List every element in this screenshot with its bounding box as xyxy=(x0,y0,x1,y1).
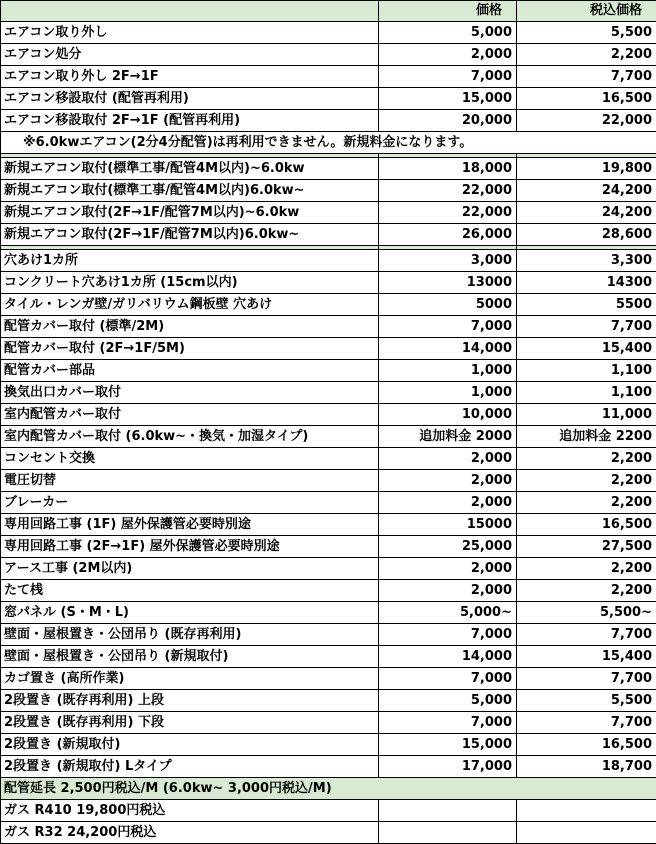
table-row xyxy=(1,338,656,360)
table-row xyxy=(1,382,656,404)
item-name: アース工事 (2M以内) xyxy=(1,558,379,580)
table-row xyxy=(1,316,656,338)
item-tax-price: 7,700 xyxy=(517,624,656,646)
table-row xyxy=(1,690,656,712)
item-price: 7,000 xyxy=(379,624,517,646)
table-row xyxy=(1,110,656,132)
item-price: 2,000 xyxy=(379,492,517,514)
item-tax-price: 7,700 xyxy=(517,668,656,690)
item-tax-price: 7,700 xyxy=(517,66,656,88)
table-row xyxy=(1,668,656,690)
item-price: 2,000 xyxy=(379,448,517,470)
empty-cell xyxy=(379,822,517,844)
table-row xyxy=(1,536,656,558)
item-name: 2段置き (新規取付) Lタイプ xyxy=(1,756,379,778)
item-name: 2段置き (新規取付) xyxy=(1,734,379,756)
table-row xyxy=(1,756,656,778)
header-row xyxy=(1,1,656,22)
empty-cell xyxy=(379,800,517,822)
item-name: 壁面・屋根置き・公団吊り (既存再利用) xyxy=(1,624,379,646)
item-tax-price: 16,500 xyxy=(517,734,656,756)
item-price: 15,000 xyxy=(379,88,517,110)
footer-row xyxy=(1,778,656,800)
item-price: 15,000 xyxy=(379,734,517,756)
item-tax-price: 3,300 xyxy=(517,250,656,272)
note-row xyxy=(1,132,656,154)
item-tax-price: 15,400 xyxy=(517,338,656,360)
item-tax-price: 5500 xyxy=(517,294,656,316)
item-tax-price: 22,000 xyxy=(517,110,656,132)
item-price: 2,000 xyxy=(379,558,517,580)
item-name: エアコン移設取付 2F→1F (配管再利用) xyxy=(1,110,379,132)
item-price: 7,000 xyxy=(379,66,517,88)
item-tax-price: 1,100 xyxy=(517,360,656,382)
item-name: ブレーカー xyxy=(1,492,379,514)
item-tax-price: 27,500 xyxy=(517,536,656,558)
item-price: 3,000 xyxy=(379,250,517,272)
item-tax-price: 5,500 xyxy=(517,690,656,712)
item-name: 室内配管カバー取付 (6.0kw~・換気・加湿タイプ) xyxy=(1,426,379,448)
item-name: エアコン移設取付 (配管再利用) xyxy=(1,88,379,110)
item-name: たて桟 xyxy=(1,580,379,602)
gas-r32-note: ガス R32 24,200円税込 xyxy=(1,822,379,844)
table-row xyxy=(1,624,656,646)
item-price: 1,000 xyxy=(379,382,517,404)
item-name: 2段置き (既存再利用) 下段 xyxy=(1,712,379,734)
item-price: 20,000 xyxy=(379,110,517,132)
item-name: 室内配管カバー取付 xyxy=(1,404,379,426)
item-name: エアコン処分 xyxy=(1,44,379,66)
table-row xyxy=(1,224,656,246)
item-price: 5,000 xyxy=(379,690,517,712)
item-name: 配管カバー部品 xyxy=(1,360,379,382)
table-row xyxy=(1,426,656,448)
item-tax-price: 2,200 xyxy=(517,558,656,580)
item-name: 換気出口カバー取付 xyxy=(1,382,379,404)
header-item xyxy=(1,1,379,22)
item-name: 新規エアコン取付(2F→1F/配管7M以内)6.0kw~ xyxy=(1,224,379,246)
item-name: タイル・レンガ壁/ガリバリウム鋼板壁 穴あけ xyxy=(1,294,379,316)
table-row xyxy=(1,448,656,470)
item-tax-price: 追加料金 2200 xyxy=(517,426,656,448)
gas-r410-note: ガス R410 19,800円税込 xyxy=(1,800,379,822)
item-price: 5,000 xyxy=(379,22,517,44)
header-price: 価格 xyxy=(379,1,517,22)
table-row xyxy=(1,44,656,66)
item-tax-price: 24,200 xyxy=(517,180,656,202)
item-name: 壁面・屋根置き・公団吊り (新規取付) xyxy=(1,646,379,668)
item-tax-price: 1,100 xyxy=(517,382,656,404)
item-tax-price: 15,400 xyxy=(517,646,656,668)
item-price: 22,000 xyxy=(379,202,517,224)
empty-cell xyxy=(517,822,656,844)
item-price: 追加料金 2000 xyxy=(379,426,517,448)
table-row xyxy=(1,202,656,224)
pipe-extension-note: 配管延長 2,500円税込/M (6.0kw~ 3,000円税込/M) xyxy=(1,778,656,800)
item-tax-price: 7,700 xyxy=(517,712,656,734)
table-row xyxy=(1,404,656,426)
table-row xyxy=(1,580,656,602)
table-row xyxy=(1,558,656,580)
item-name: 穴あけ1カ所 xyxy=(1,250,379,272)
item-tax-price: 2,200 xyxy=(517,470,656,492)
item-price: 10,000 xyxy=(379,404,517,426)
item-price: 5,000~ xyxy=(379,602,517,624)
item-name: 配管カバー取付 (2F→1F/5M) xyxy=(1,338,379,360)
item-price: 1,000 xyxy=(379,360,517,382)
item-tax-price: 16,500 xyxy=(517,514,656,536)
item-tax-price: 2,200 xyxy=(517,492,656,514)
table-row xyxy=(1,88,656,110)
item-tax-price: 16,500 xyxy=(517,88,656,110)
item-price: 2,000 xyxy=(379,580,517,602)
item-name: 新規エアコン取付(標準工事/配管4M以内)6.0kw~ xyxy=(1,180,379,202)
item-price: 15000 xyxy=(379,514,517,536)
table-row xyxy=(1,272,656,294)
reuse-note: ※6.0kwエアコン(2分4分配管)は再利用できません。新規料金になります。 xyxy=(1,132,656,154)
table-row xyxy=(1,360,656,382)
item-name: エアコン取り外し xyxy=(1,22,379,44)
table-row xyxy=(1,470,656,492)
table-row xyxy=(1,158,656,180)
item-price: 7,000 xyxy=(379,316,517,338)
table-row xyxy=(1,250,656,272)
table-row xyxy=(1,602,656,624)
table-row xyxy=(1,492,656,514)
item-tax-price: 28,600 xyxy=(517,224,656,246)
item-tax-price: 14300 xyxy=(517,272,656,294)
header-tax-price: 税込価格 xyxy=(517,1,656,22)
item-price: 17,000 xyxy=(379,756,517,778)
item-tax-price: 5,500~ xyxy=(517,602,656,624)
item-name: 配管カバー取付 (標準/2M) xyxy=(1,316,379,338)
item-tax-price: 2,200 xyxy=(517,448,656,470)
item-tax-price: 5,500 xyxy=(517,22,656,44)
item-name: 2段置き (既存再利用) 上段 xyxy=(1,690,379,712)
item-name: 窓パネル (S・M・L) xyxy=(1,602,379,624)
item-price: 5000 xyxy=(379,294,517,316)
item-price: 18,000 xyxy=(379,158,517,180)
item-price: 22,000 xyxy=(379,180,517,202)
item-name: 新規エアコン取付(標準工事/配管4M以内)~6.0kw xyxy=(1,158,379,180)
table-row xyxy=(1,712,656,734)
item-name: 専用回路工事 (1F) 屋外保護管必要時別途 xyxy=(1,514,379,536)
item-name: 新規エアコン取付(2F→1F/配管7M以内)~6.0kw xyxy=(1,202,379,224)
item-price: 14,000 xyxy=(379,338,517,360)
table-row xyxy=(1,22,656,44)
item-price: 2,000 xyxy=(379,470,517,492)
item-price: 25,000 xyxy=(379,536,517,558)
item-price: 7,000 xyxy=(379,712,517,734)
item-price: 26,000 xyxy=(379,224,517,246)
table-row xyxy=(1,180,656,202)
item-tax-price: 7,700 xyxy=(517,316,656,338)
item-name: エアコン取り外し 2F→1F xyxy=(1,66,379,88)
item-name: コンクリート穴あけ1カ所 (15cm以内) xyxy=(1,272,379,294)
item-price: 2,000 xyxy=(379,44,517,66)
item-price: 7,000 xyxy=(379,668,517,690)
item-price: 13000 xyxy=(379,272,517,294)
item-tax-price: 2,200 xyxy=(517,580,656,602)
table-row xyxy=(1,646,656,668)
table-row xyxy=(1,734,656,756)
item-tax-price: 11,000 xyxy=(517,404,656,426)
item-tax-price: 24,200 xyxy=(517,202,656,224)
item-tax-price: 2,200 xyxy=(517,44,656,66)
table-row xyxy=(1,294,656,316)
price-table-body xyxy=(1,1,656,844)
footer-row xyxy=(1,800,656,822)
item-name: 電圧切替 xyxy=(1,470,379,492)
item-name: 専用回路工事 (2F→1F) 屋外保護管必要時別途 xyxy=(1,536,379,558)
item-name: コンセント交換 xyxy=(1,448,379,470)
table-row xyxy=(1,514,656,536)
item-tax-price: 18,700 xyxy=(517,756,656,778)
footer-row xyxy=(1,822,656,844)
item-tax-price: 19,800 xyxy=(517,158,656,180)
item-name: カゴ置き (高所作業) xyxy=(1,668,379,690)
empty-cell xyxy=(517,800,656,822)
table-row xyxy=(1,66,656,88)
item-price: 14,000 xyxy=(379,646,517,668)
